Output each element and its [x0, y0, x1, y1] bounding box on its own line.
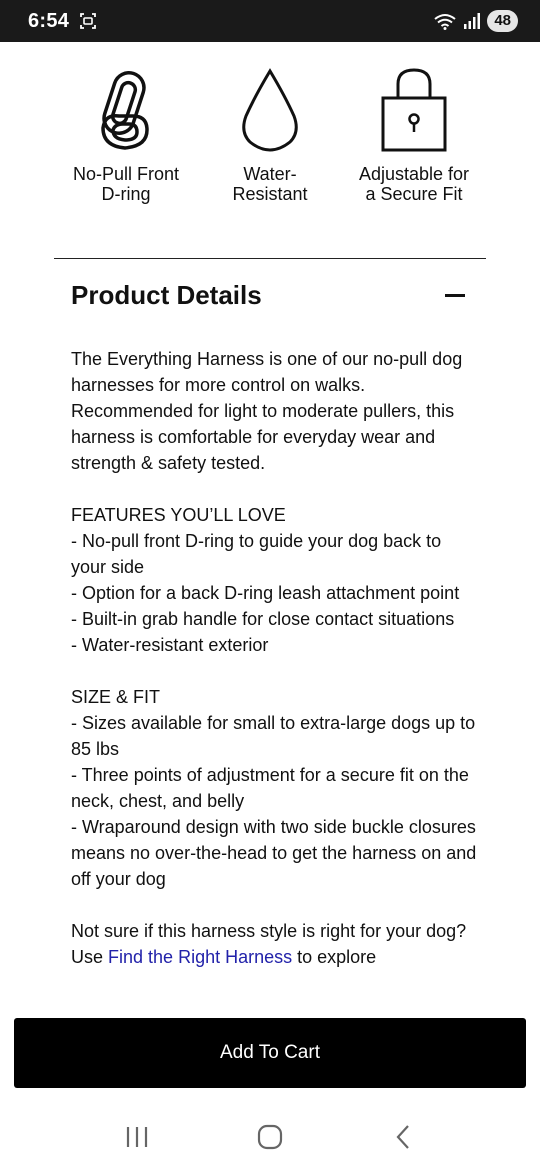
product-details-header[interactable]: [71, 280, 471, 311]
help-text-tail: to explore: [297, 947, 377, 967]
wifi-icon: [433, 12, 457, 30]
feature-highlights: [54, 56, 486, 204]
home-button[interactable]: [240, 1117, 300, 1157]
status-bar: [0, 0, 540, 42]
find-right-harness-link[interactable]: Find the Right Harness: [108, 947, 293, 967]
feature-item-front-d-ring: [54, 56, 198, 204]
back-button[interactable]: [373, 1117, 433, 1157]
signal-icon: [463, 12, 481, 30]
feature-item-water-resistant: [198, 56, 342, 204]
list-item: - Sizes available for small to extra-large dogs up to 85 lbs: [71, 713, 476, 759]
features-heading: FEATURES YOU’LL LOVE: [71, 505, 286, 525]
navigation-bar: [0, 1104, 540, 1170]
back-icon: [394, 1124, 412, 1150]
list-item: - Water-resistant exterior: [71, 635, 269, 655]
product-details-content: [71, 346, 481, 1000]
feature-label: Adjustable for a Secure Fit: [358, 164, 470, 204]
help-text: Not sure if this harness style is right for your dog? Use: [71, 921, 467, 967]
product-description: The Everything Harness is one of our no-pull dog harnesses for more control on walks. Recommended for light to moderate pullers, this harness is comfortable for everyday wear and strength & safety tested.: [71, 349, 463, 473]
feature-label: Water-Resistant: [232, 164, 308, 204]
cart-bar: [0, 1004, 540, 1104]
screenshot-icon: [79, 12, 97, 30]
carabiner-icon: [95, 66, 157, 152]
section-title: Product Details: [71, 280, 262, 310]
size-section: [71, 684, 481, 892]
status-icons: [433, 10, 518, 32]
features-section: [71, 502, 481, 658]
minus-icon[interactable]: [445, 294, 465, 297]
list-item: - Wraparound design with two side buckle closures means no over-the-head to get the harness on and off your dog: [71, 817, 477, 889]
padlock-icon: [380, 66, 448, 152]
feature-item-adjustable-fit: [342, 56, 486, 204]
list-item: - Three points of adjustment for a secure fit on the neck, chest, and belly: [71, 765, 469, 811]
add-to-cart-button[interactable]: Add To Cart: [14, 1018, 526, 1088]
home-icon: [257, 1124, 283, 1150]
recents-button[interactable]: [107, 1117, 167, 1157]
list-item: - Option for a back D-ring leash attachment point: [71, 583, 460, 603]
battery-icon: 48: [487, 10, 518, 32]
status-time: 6:54: [28, 9, 70, 32]
list-item: - No-pull front D-ring to guide your dog back to your side: [71, 531, 442, 577]
list-item: - Built-in grab handle for close contact situations: [71, 609, 455, 629]
water-drop-icon: [240, 68, 300, 152]
feature-label: No-Pull Front D-ring: [72, 164, 180, 204]
recents-icon: [124, 1125, 150, 1149]
section-divider: [54, 258, 486, 259]
size-heading: SIZE & FIT: [71, 687, 161, 707]
harness-help-text: [71, 918, 481, 970]
